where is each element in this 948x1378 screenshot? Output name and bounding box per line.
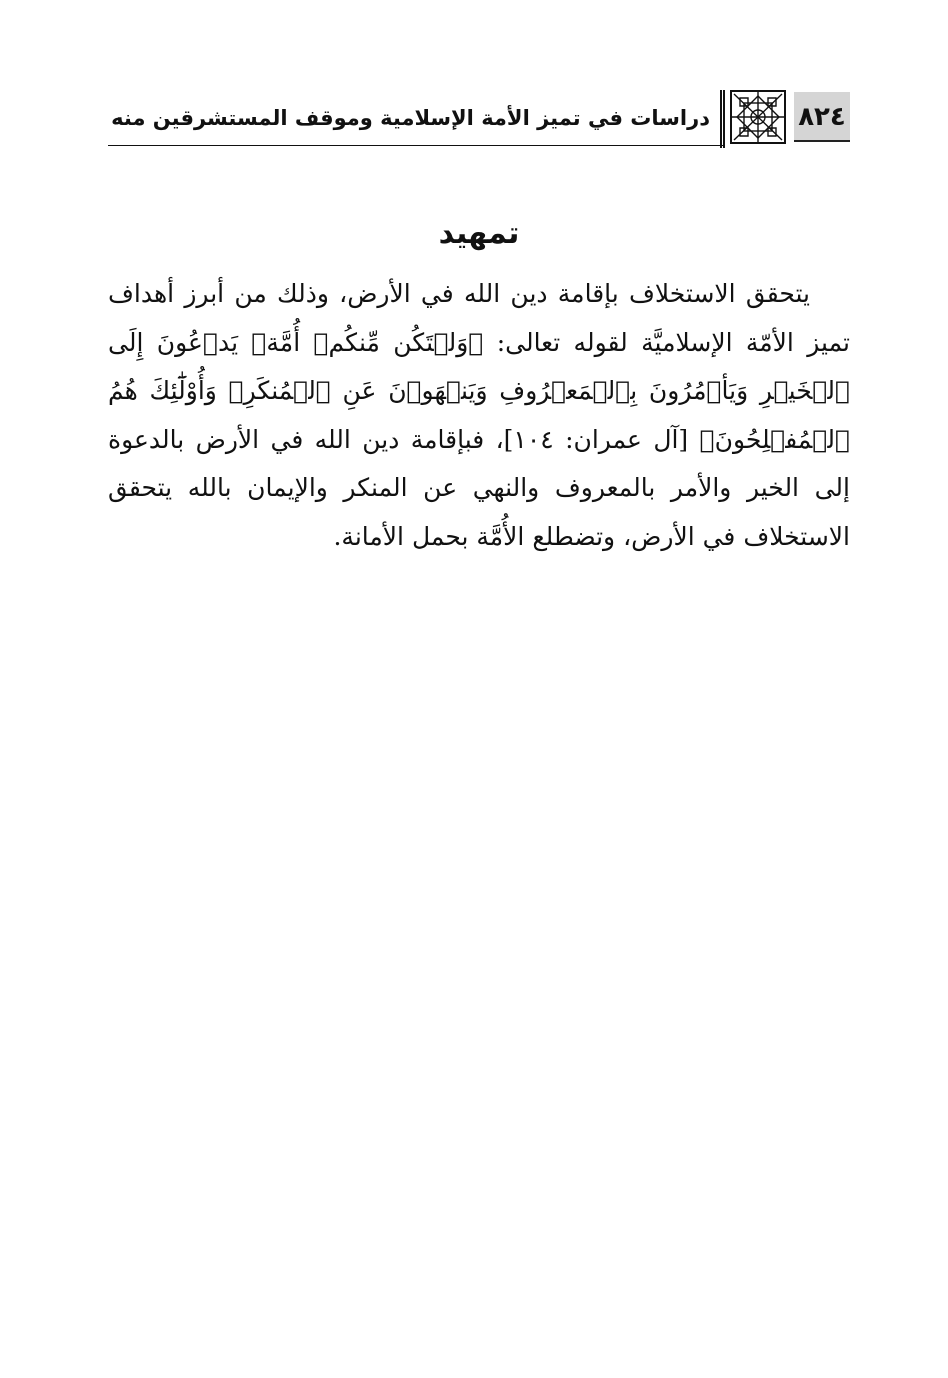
- ornament-icon: [730, 90, 786, 144]
- running-title: دراسات في تميز الأمة الإسلامية وموقف المستشرقين منه: [111, 106, 710, 130]
- page-number: ٨٢٤: [794, 92, 850, 142]
- verse-citation: [آل عمران: ١٠٤]: [503, 424, 689, 454]
- verse-open-brace: ﴿: [468, 327, 484, 357]
- section-title: تمهيد: [438, 216, 520, 251]
- intro-text: يتحقق الاستخلاف بإقامة دين الله في الأرض، وذلك من أبرز أهداف تميز الأمّة الإسلاميَّة لقوله تعالى:: [108, 279, 850, 357]
- header-rule: [108, 145, 725, 146]
- header-divider: [720, 90, 725, 148]
- verse-close-brace: ﴾: [699, 424, 715, 454]
- rest-text: ، فبإقامة دين الله في الأرض بالدعوة إلى الخير والأمر بالمعروف والنهي عن المنكر والإيمان بالله يتحقق الاستخلاف في الأرض، وتضطلع الأُمَّة بحمل الأمانة.: [108, 424, 850, 551]
- body-paragraph: [108, 270, 850, 561]
- quran-verse: وَلۡتَكُن مِّنكُمۡ أُمَّةٞ يَدۡعُونَ إِلَى ٱلۡخَيۡرِ وَيَأۡمُرُونَ بِٱلۡمَعۡرُوفِ وَيَنۡهَوۡنَ عَنِ ٱلۡمُنكَرِۚ وَأُوْلَٰٓئِكَ هُمُ ٱلۡمُفۡلِحُونَ: [108, 327, 851, 454]
- running-header: [108, 86, 850, 152]
